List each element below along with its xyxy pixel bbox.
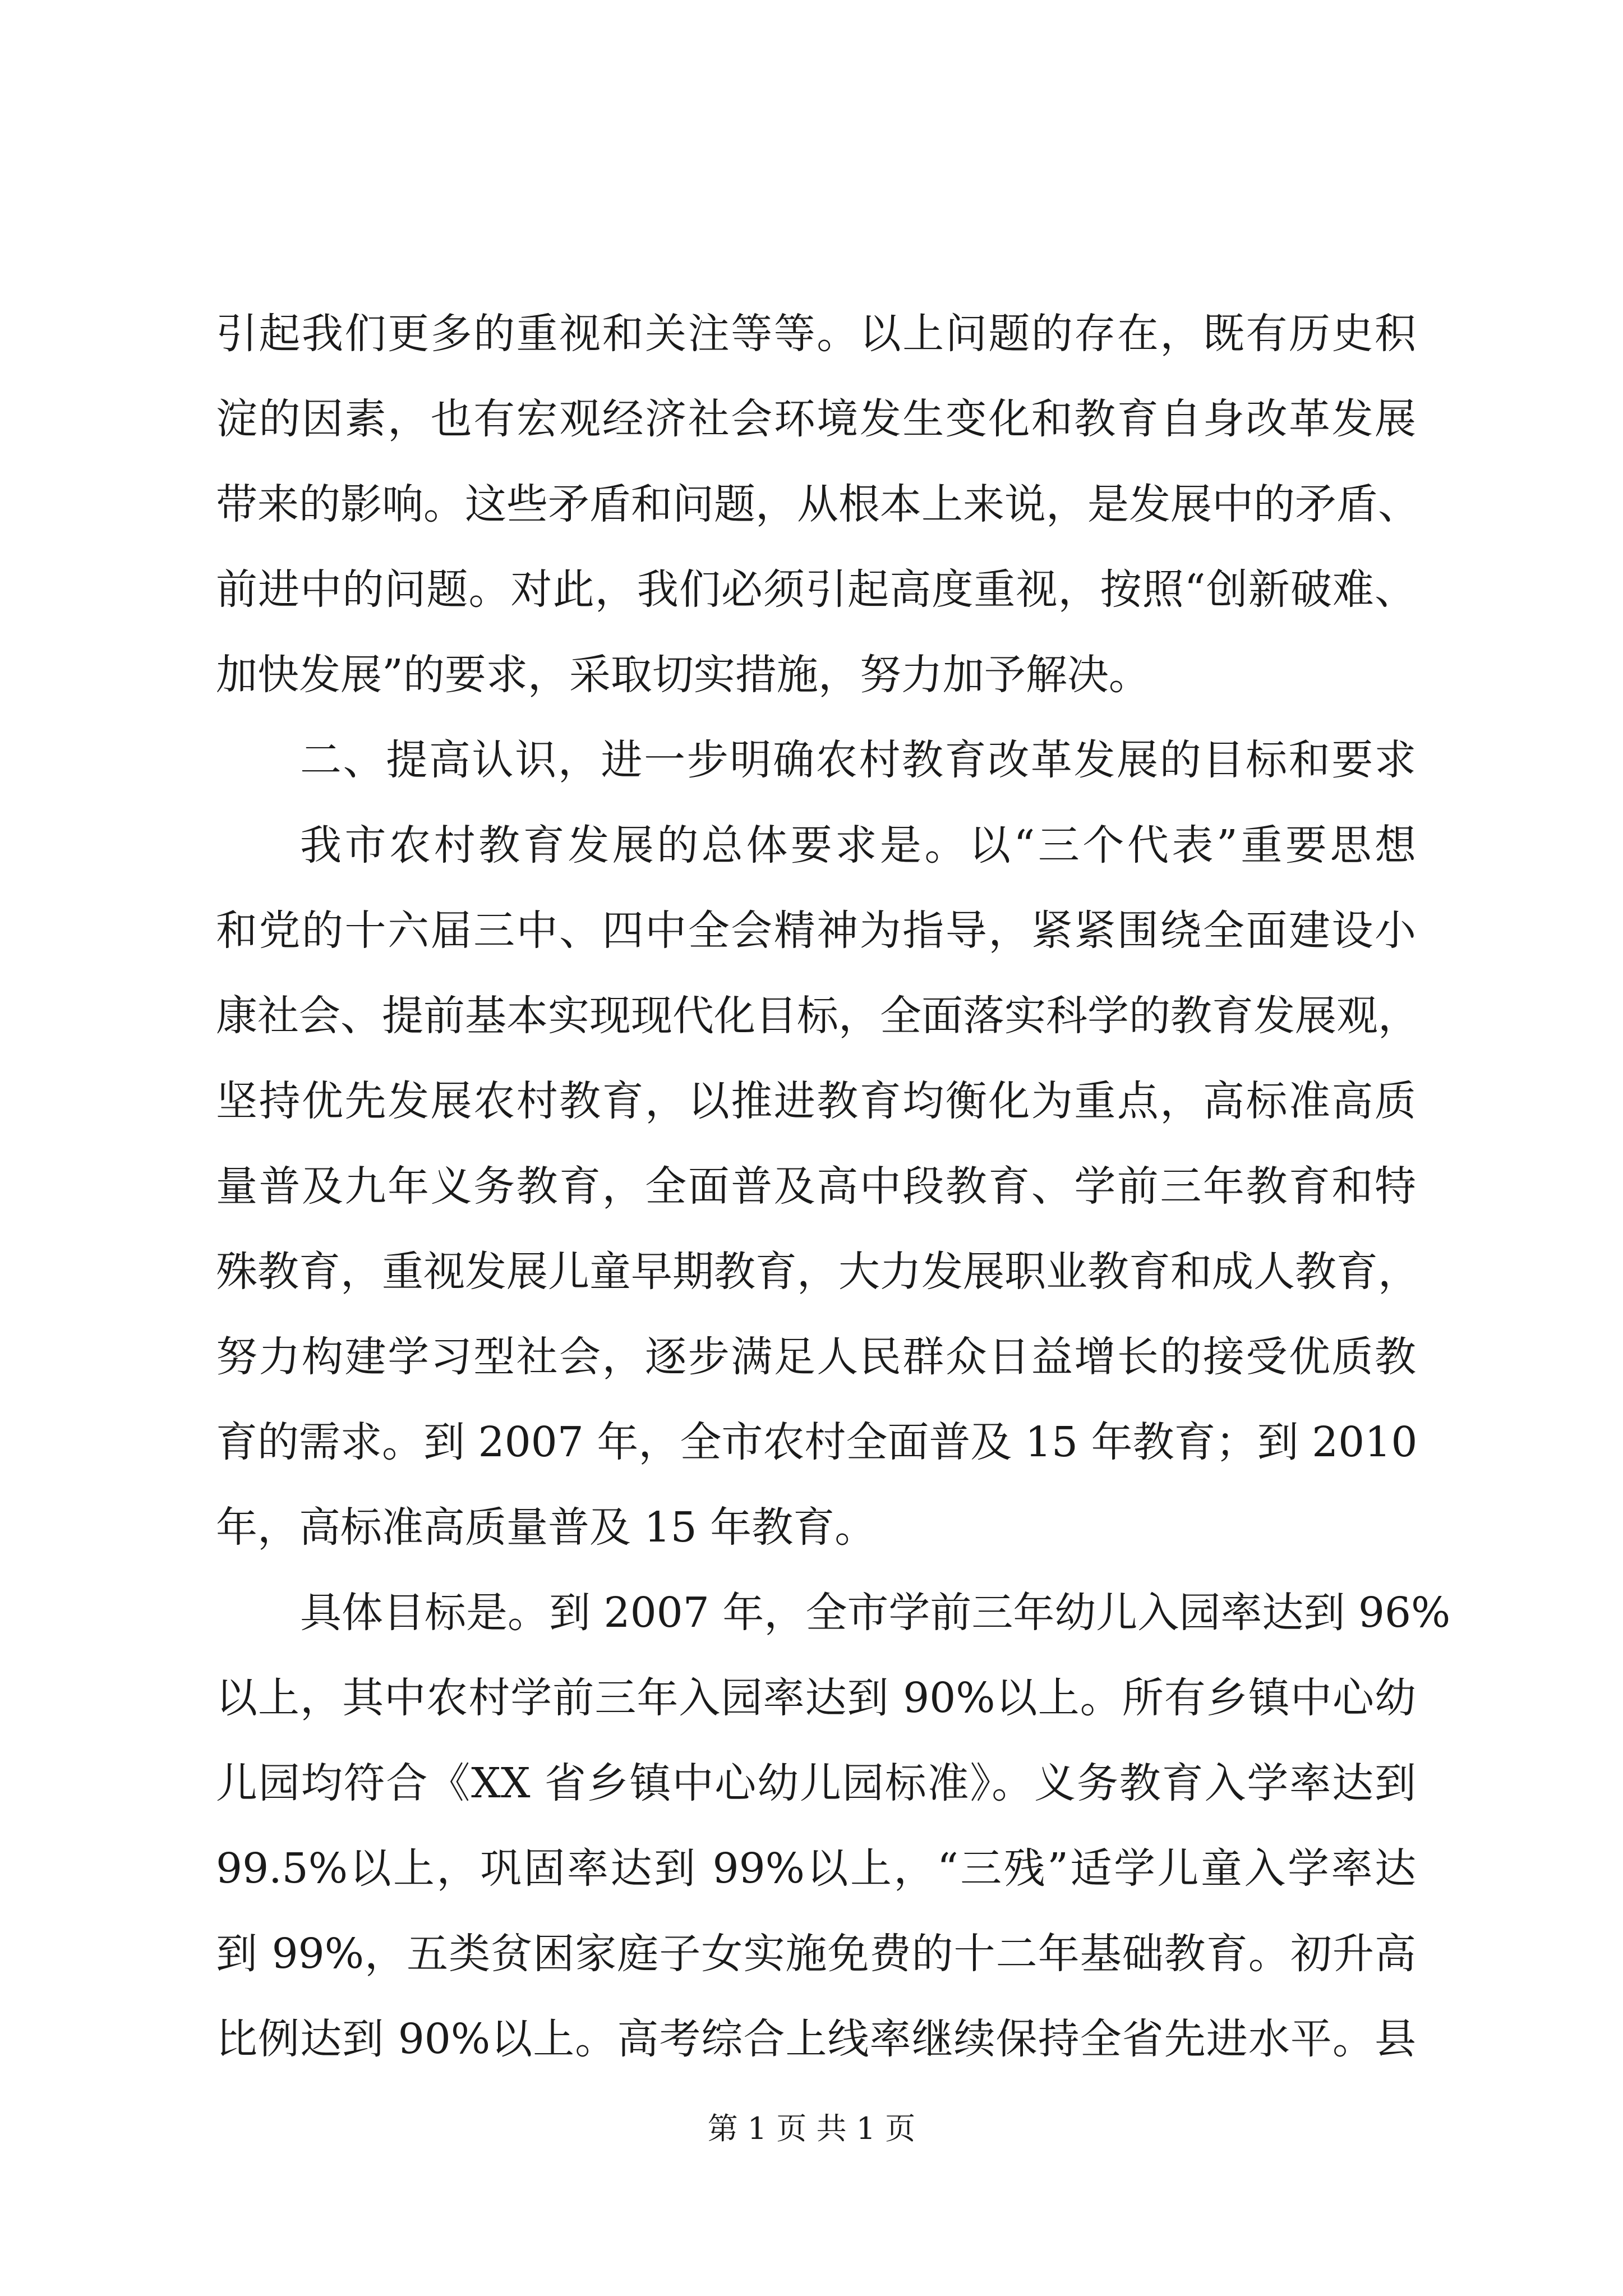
body-text-line: 到 99%，五类贫困家庭子女实施免费的十二年基础教育。初升高 <box>216 1930 1416 1978</box>
body-text-line: 殊教育，重视发展儿童早期教育，大力发展职业教育和成人教育， <box>216 1248 1419 1296</box>
body-text-line: 前进中的问题。对此，我们必须引起高度重视，按照“创新破难、 <box>216 565 1416 614</box>
body-text-line: 具体目标是。到 2007 年，全市学前三年幼儿入园率达到 96% <box>300 1589 1451 1637</box>
body-text-line: 育的需求。到 2007 年，全市农村全面普及 15 年教育；到 2010 <box>216 1418 1418 1466</box>
body-text-line: 和党的十六届三中、四中全会精神为指导，紧紧围绕全面建设小 <box>216 907 1416 955</box>
body-text-line: 引起我们更多的重视和关注等等。以上问题的存在，既有历史积 <box>216 310 1416 358</box>
body-text-line: 以上，其中农村学前三年入园率达到 90%以上。所有乡镇中心幼 <box>216 1674 1416 1722</box>
body-text-line: 儿园均符合《XX 省乡镇中心幼儿园标准》。义务教育入学率达到 <box>216 1759 1416 1807</box>
body-text-line: 努力构建学习型社会，逐步满足人民群众日益增长的接受优质教 <box>216 1333 1416 1381</box>
section-heading: 二、提高认识，进一步明确农村教育改革发展的目标和要求 <box>300 736 1416 784</box>
body-text-line: 坚持优先发展农村教育，以推进教育均衡化为重点，高标准高质 <box>216 1077 1416 1125</box>
body-text-line: 带来的影响。这些矛盾和问题，从根本上来说，是发展中的矛盾、 <box>216 480 1419 528</box>
body-text-line: 99.5%以上，巩固率达到 99%以上，“三残”适学儿童入学率达 <box>216 1844 1416 1893</box>
body-text-line: 年，高标准高质量普及 15 年教育。 <box>216 1503 877 1552</box>
body-text-line: 量普及九年义务教育，全面普及高中段教育、学前三年教育和特 <box>216 1162 1416 1211</box>
page-footer: 第 1 页 共 1 页 <box>707 2111 916 2146</box>
body-text-line: 康社会、提前基本实现现代化目标，全面落实科学的教育发展观， <box>216 992 1419 1040</box>
body-text-line: 比例达到 90%以上。高考综合上线率继续保持全省先进水平。县 <box>216 2015 1416 2063</box>
body-text-line: 淀的因素，也有宏观经济社会环境发生变化和教育自身改革发展 <box>216 395 1416 443</box>
body-text-line: 加快发展”的要求，采取切实措施，努力加予解决。 <box>216 651 1150 699</box>
body-text-line: 我市农村教育发展的总体要求是。以“三个代表”重要思想 <box>300 821 1416 869</box>
